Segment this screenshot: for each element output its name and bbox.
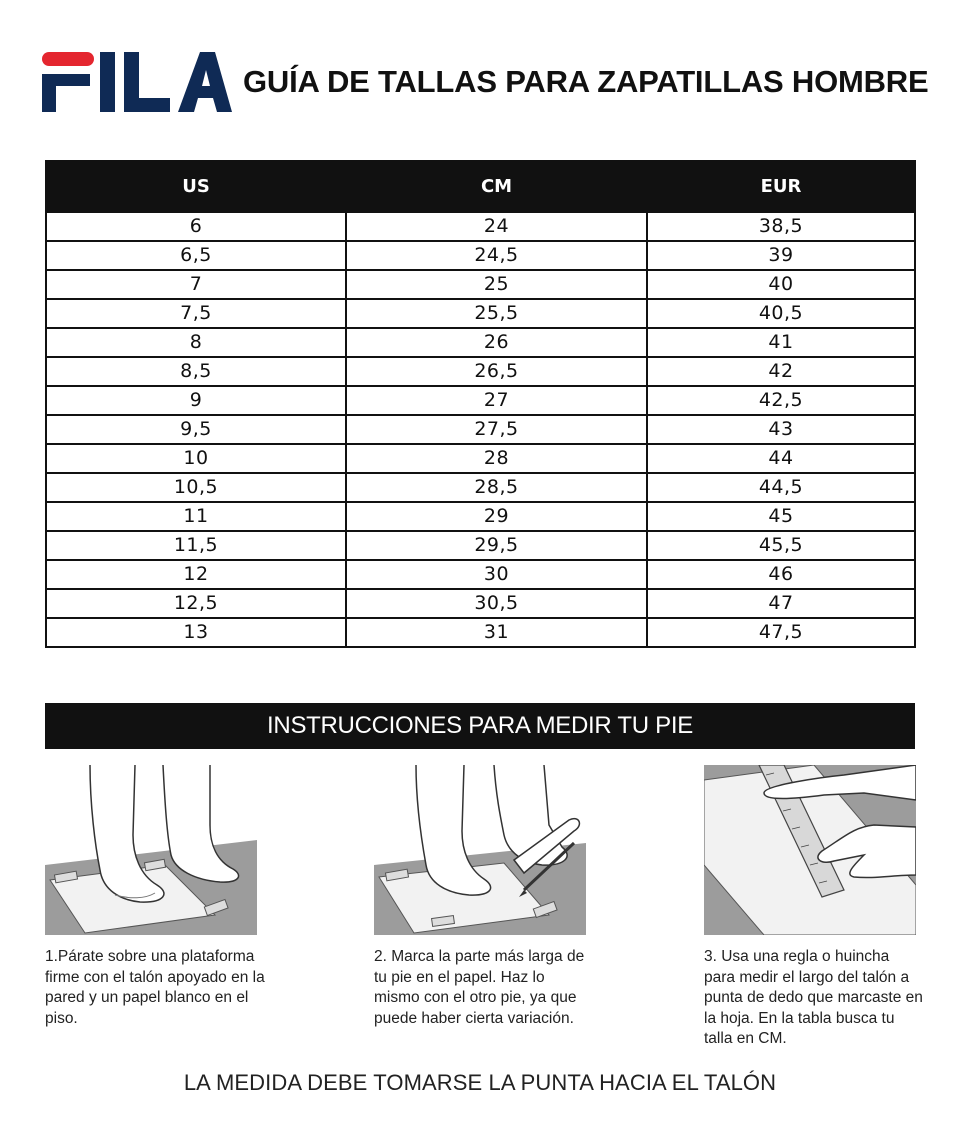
size-cell-cm: 25	[346, 270, 647, 299]
size-cell-cm: 25,5	[346, 299, 647, 328]
size-cell-us: 13	[46, 618, 346, 647]
table-row	[46, 357, 915, 386]
size-cell-eur: 45	[647, 502, 915, 531]
size-cell-us: 11,5	[46, 531, 346, 560]
size-cell-eur: 38,5	[647, 212, 915, 241]
table-row	[46, 328, 915, 357]
size-cell-us: 7	[46, 270, 346, 299]
size-cell-us: 6,5	[46, 241, 346, 270]
size-cell-cm: 29,5	[346, 531, 647, 560]
table-row	[46, 270, 915, 299]
size-cell-cm: 24	[346, 212, 647, 241]
column-header-eur: EUR	[647, 161, 915, 212]
instruction-step-2: 2. Marca la parte más larga de tu pie en el papel. Haz lo mismo con el otro pie, ya que puede haber cierta variación.	[374, 948, 585, 1027]
size-cell-cm: 28,5	[346, 473, 647, 502]
size-cell-us: 11	[46, 502, 346, 531]
size-table-header-row	[46, 161, 915, 212]
instruction-step-1: 1.Párate sobre una plataforma firme con el talón apoyado en la pared y un papel blanco en el piso.	[45, 948, 265, 1027]
size-cell-eur: 39	[647, 241, 915, 270]
table-row	[46, 618, 915, 647]
size-cell-us: 10	[46, 444, 346, 473]
page-title: GUÍA DE TALLAS PARA ZAPATILLAS HOMBRE	[243, 64, 929, 99]
table-row	[46, 299, 915, 328]
size-table-body	[46, 212, 915, 647]
size-cell-us: 9,5	[46, 415, 346, 444]
feet-on-paper-illustration	[45, 765, 257, 935]
size-table	[45, 160, 916, 648]
table-row	[46, 386, 915, 415]
size-cell-cm: 30,5	[346, 589, 647, 618]
size-cell-us: 6	[46, 212, 346, 241]
size-cell-eur: 40,5	[647, 299, 915, 328]
size-cell-cm: 27	[346, 386, 647, 415]
size-cell-cm: 26	[346, 328, 647, 357]
table-row	[46, 531, 915, 560]
size-cell-eur: 40	[647, 270, 915, 299]
size-cell-us: 8,5	[46, 357, 346, 386]
table-row	[46, 502, 915, 531]
table-row	[46, 589, 915, 618]
size-cell-cm: 31	[346, 618, 647, 647]
size-cell-cm: 26,5	[346, 357, 647, 386]
table-row	[46, 212, 915, 241]
instruction-step-3: 3. Usa una regla o huincha para medir el largo del talón a punta de dedo que marcaste en la hoja. En la tabla busca tu talla en CM.	[704, 948, 923, 1047]
size-cell-us: 12	[46, 560, 346, 589]
size-cell-us: 12,5	[46, 589, 346, 618]
column-header-us: US	[46, 161, 346, 212]
size-cell-us: 8	[46, 328, 346, 357]
size-cell-eur: 42	[647, 357, 915, 386]
size-cell-cm: 30	[346, 560, 647, 589]
size-cell-eur: 47	[647, 589, 915, 618]
table-row	[46, 473, 915, 502]
pencil-marking-illustration	[374, 765, 586, 935]
size-cell-eur: 44,5	[647, 473, 915, 502]
table-row	[46, 444, 915, 473]
size-cell-cm: 29	[346, 502, 647, 531]
size-cell-eur: 41	[647, 328, 915, 357]
fila-logo	[40, 48, 232, 116]
page-header	[40, 48, 929, 118]
table-row	[46, 241, 915, 270]
size-cell-cm: 24,5	[346, 241, 647, 270]
size-cell-cm: 27,5	[346, 415, 647, 444]
instructions-heading: INSTRUCCIONES PARA MEDIR TU PIE	[45, 703, 915, 749]
table-row	[46, 415, 915, 444]
table-row	[46, 560, 915, 589]
size-cell-us: 10,5	[46, 473, 346, 502]
size-cell-eur: 45,5	[647, 531, 915, 560]
size-cell-eur: 47,5	[647, 618, 915, 647]
size-cell-eur: 44	[647, 444, 915, 473]
size-cell-us: 7,5	[46, 299, 346, 328]
size-cell-eur: 46	[647, 560, 915, 589]
size-cell-cm: 28	[346, 444, 647, 473]
size-cell-us: 9	[46, 386, 346, 415]
size-cell-eur: 43	[647, 415, 915, 444]
column-header-cm: CM	[346, 161, 647, 212]
footer-note: LA MEDIDA DEBE TOMARSE LA PUNTA HACIA EL TALÓN	[183, 1070, 777, 1095]
ruler-measuring-illustration	[704, 765, 916, 935]
size-cell-eur: 42,5	[647, 386, 915, 415]
